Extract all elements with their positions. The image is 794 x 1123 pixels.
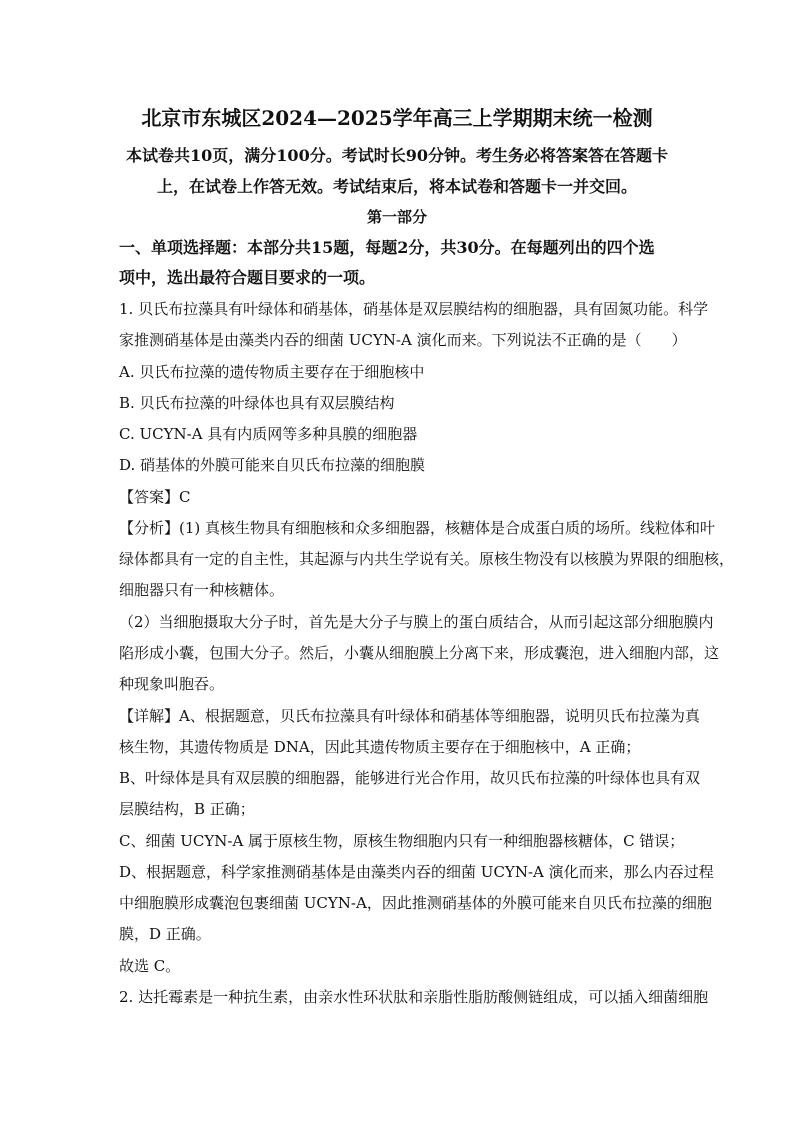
question-2-stem-line-1: 2. 达托霉素是一种抗生素，由亲水性环状肽和亲脂性脂肪酸侧链组成，可以插入细菌细胞: [119, 988, 709, 1006]
question-1-option-a: A. 贝氏布拉藻的遗传物质主要存在于细胞核中: [119, 363, 425, 381]
question-1-option-d: D. 硝基体的外膜可能来自贝氏布拉藻的细胞膜: [119, 456, 426, 474]
question-1-analysis-line: 陷形成小囊，包围大分子。然后，小囊从细胞膜上分离下来，形成囊泡，进入细胞内部，这: [119, 644, 720, 662]
question-1-detail-line: B、叶绿体是具有双层膜的细胞器，能够进行光合作用，故贝氏布拉藻的叶绿体也具有双: [119, 769, 701, 787]
question-1-detail-line: C、细菌 UCYN-A 属于原核生物，原核生物细胞内只有一种细胞器核糖体，C 错误；: [119, 832, 685, 850]
question-1-option-b: B. 贝氏布拉藻的叶绿体也具有双层膜结构: [119, 394, 395, 412]
question-1-stem-line-1: 1. 贝氏布拉藻具有叶绿体和硝基体，硝基体是双层膜结构的细胞器，具有固氮功能。科学: [119, 300, 709, 318]
page-title: 北京市东城区2024—2025学年高三上学期期末统一检测: [141, 106, 653, 130]
section-heading-line-2: 项中，选出最符合题目要求的一项。: [119, 268, 376, 287]
question-1-detail-line: 层膜结构，B 正确；: [119, 800, 255, 818]
question-1-stem-line-2: 家推测硝基体是由藻类内吞的细菌 UCYN-A 演化而来。下列说法不正确的是（ ）: [119, 331, 687, 349]
question-1-conclusion: 故选 C。: [119, 957, 181, 975]
exam-notice-line-2: 上，在试卷上作答无效。考试结束后，将本试卷和答题卡一并交回。: [156, 177, 637, 196]
question-1-option-c: C. UCYN-A 具有内质网等多种具膜的细胞器: [119, 425, 418, 443]
question-1-analysis-line: 种现象叫胞吞。: [119, 675, 225, 693]
question-1-detail-line: 中细胞膜形成囊泡包裹细菌 UCYN-A，因此推测硝基体的外膜可能来自贝氏布拉藻的细胞: [119, 894, 712, 912]
question-1-analysis-line: 绿体都具有一定的自主性，其起源与内共生学说有关。原核生物没有以核膜为界限的细胞核，: [119, 550, 735, 568]
exam-notice-line-1: 本试卷共10页，满分100分。考试时长90分钟。考生务必将答案答在答题卡: [126, 146, 668, 165]
part-title: 第一部分: [366, 208, 427, 226]
section-heading-line-1: 一、单项选择题：本部分共15题，每题2分，共30分。在每题列出的四个选: [119, 238, 655, 257]
question-1-detail-line: 膜，D 正确。: [119, 925, 211, 943]
question-1-analysis-line: 细胞器只有一种核糖体。: [119, 581, 285, 599]
question-1-detail-line: D、根据题意，科学家推测硝基体是由藻类内吞的细菌 UCYN-A 演化而来，那么内吞过程: [119, 863, 714, 881]
question-1-answer: 【答案】C: [119, 488, 191, 506]
question-1-detail-line: 【详解】A、根据题意，贝氏布拉藻具有叶绿体和硝基体等细胞器，说明贝氏布拉藻为真: [119, 707, 700, 725]
question-1-analysis-line: （2）当细胞摄取大分子时，首先是大分子与膜上的蛋白质结合，从而引起这部分细胞膜内: [119, 613, 714, 631]
question-1-detail-line: 核生物，其遗传物质是 DNA，因此其遗传物质主要存在于细胞核中，A 正确；: [119, 738, 641, 756]
question-1-analysis-line: 【分析】(1) 真核生物具有细胞核和众多细胞器，核糖体是合成蛋白质的场所。线粒体和叶: [119, 519, 716, 537]
